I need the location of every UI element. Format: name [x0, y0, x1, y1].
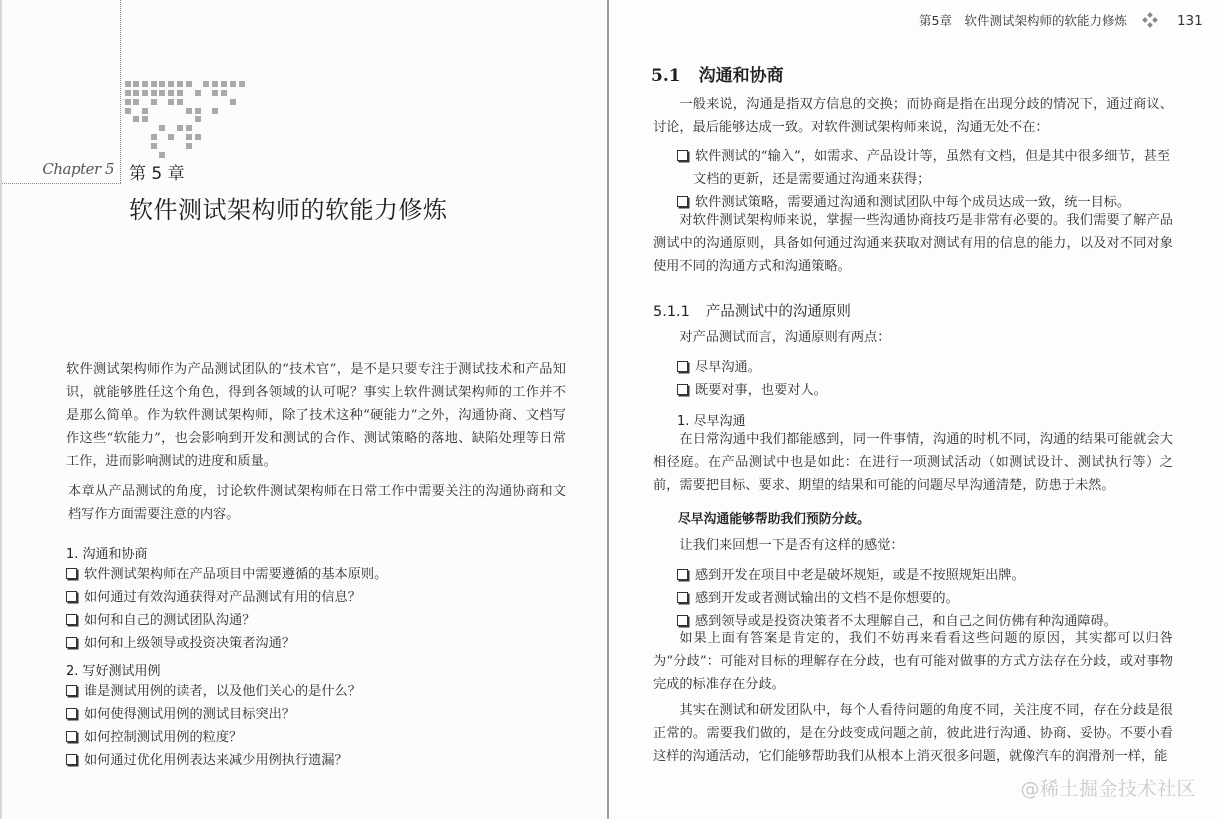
running-header-title: 第5章 软件测试架构师的软能力修炼 [919, 13, 1127, 28]
list-item-text: 感到开发在项目中老是破坏规矩，或是不按照规矩出牌。 [695, 568, 1025, 583]
paragraph-recall: 让我们来回想一下是否有这样的感觉： [679, 538, 904, 553]
pattern-square [159, 152, 165, 158]
list-item-text: 如何通过优化用例表达来减少用例执行遗漏？ [84, 753, 348, 768]
pattern-square [186, 108, 192, 114]
pattern-square [195, 134, 201, 140]
list-item-text: 如何和自己的测试团队沟通？ [84, 613, 256, 628]
list-item-text: 尽早沟通。 [695, 360, 761, 375]
checkbox-bullet-icon [66, 731, 77, 742]
pattern-square [133, 81, 139, 87]
pattern-square [230, 99, 236, 105]
pattern-square [159, 125, 165, 131]
list-item-text: 软件测试架构师在产品项目中需要遵循的基本原则。 [84, 567, 388, 582]
pattern-square [212, 90, 218, 96]
pattern-square [159, 81, 165, 87]
dotted-frame-vertical [120, 0, 121, 183]
pattern-square [125, 81, 131, 87]
checkbox-bullet-icon [66, 708, 77, 719]
heading-early-communication: 1. 尽早沟通 [677, 414, 746, 429]
list-item-text: 感到开发或者测试输出的文档不是你想要的。 [695, 591, 959, 606]
list-item [677, 145, 1173, 191]
pattern-square [168, 99, 174, 105]
paragraph-early-communication: 在日常沟通中我们都能感到，同一件事情，沟通的时机不同，沟通的结果可能就会大相径庭。在产品测试中也是如此：在进行一项测试活动（如测试设计、测试执行等）之前，需要把目标、要求、期望的结果和可能的问题尽早沟通清楚，防患于未然。 [653, 432, 1173, 493]
list-item [677, 356, 827, 379]
checkbox-bullet-icon [66, 568, 77, 579]
list-principles [677, 356, 827, 402]
checkbox-bullet-icon [66, 591, 77, 602]
pattern-square [239, 81, 245, 87]
checkbox-bullet-icon [677, 592, 688, 603]
list-feelings [677, 564, 1117, 633]
list-item [66, 680, 361, 703]
checkbox-bullet-icon [677, 150, 688, 161]
paragraph-team-communication: 其实在测试和研发团队中，每个人看待问题的角度不同，关注度不同，存在分歧是很正常的。需要我们做的，是在分歧变成问题之前，彼此进行沟通、协商、妥协。不要小看这样的沟通活动，它们能够帮助我们从根本上消灭很多问题，就像汽车的润滑剂一样，能 [653, 703, 1173, 764]
pattern-square [151, 81, 157, 87]
list-item-text: 如何和上级领导或投资决策者沟通？ [84, 636, 295, 651]
pattern-square [159, 90, 165, 96]
pattern-square [186, 125, 192, 131]
list-item [66, 632, 387, 655]
intro-paragraph-1-text: 软件测试架构师作为产品测试团队的“技术官”，是不是只要专注于测试技术和产品知识，就能够胜任这个角色，得到各领域的认可呢？事实上软件测试架构师的工作并不是那么简单。作为软件测试架构师，除了技术这种“硬能力”之外，沟通协商、文档写作这些“软能力”，也会影响到开发和测试的合作、测试策略的落地、缺陷处理等日常工作，进而影响测试的进度和质量。 [66, 362, 566, 469]
subsection-title: 产品测试中的沟通原则 [705, 304, 851, 320]
pattern-square [195, 116, 201, 122]
list-communication-everywhere [677, 145, 1173, 214]
paragraph-definition: 一般来说，沟通是指双方信息的交换；而协商是指在出现分歧的情况下，通过商议、讨论，最后能够达成一致。对软件测试架构师来说，沟通无处不在： [653, 97, 1173, 135]
pattern-square [177, 125, 183, 131]
paragraph-skills: 对软件测试架构师来说，掌握一些沟通协商技巧是非常有必要的。我们需要了解产品测试中的沟通原则，具备如何通过沟通来获取对测试有用的信息的能力，以及对不同对象使用不同的沟通方式和沟通策略。 [653, 213, 1173, 274]
pattern-square [177, 99, 183, 105]
pattern-square [186, 81, 192, 87]
diamond-ornament-icon [1143, 13, 1157, 27]
section-title: 沟通和协商 [698, 66, 784, 86]
chapter-script-label: Chapter 5 [42, 160, 114, 178]
intro-paragraph-2-text: 本章从产品测试的角度，讨论软件测试架构师在日常工作中需要关注的沟通协商和文档写作方面需要注意的内容。 [68, 484, 566, 522]
list-item-text: 谁是测试用例的读者，以及他们关心的是什么？ [84, 684, 361, 699]
list-item [66, 609, 387, 632]
pattern-square [142, 81, 148, 87]
pattern-square [151, 99, 157, 105]
list-item-text: 感到领导或是投资决策者不太理解自己，和自己之间仿佛有种沟通障碍。 [695, 614, 1117, 629]
pattern-square [221, 90, 227, 96]
list-item [66, 703, 361, 726]
pattern-square [186, 134, 192, 140]
pattern-square [195, 108, 201, 114]
list-item [66, 726, 361, 749]
section-heading [651, 61, 784, 86]
watermark: @稀土掘金技术社区 [1020, 778, 1196, 800]
chapter-number: 第 5 章 [129, 164, 185, 184]
chapter-title: 软件测试架构师的软能力修炼 [129, 196, 448, 224]
pattern-square [212, 108, 218, 114]
outline-list-test-cases [66, 680, 361, 772]
list-item [66, 563, 387, 586]
outline-list-communication [66, 563, 387, 655]
pattern-square [133, 90, 139, 96]
subsection-heading [653, 300, 851, 321]
pattern-square [142, 90, 148, 96]
checkbox-bullet-icon [66, 754, 77, 765]
section-number: 5.1 [651, 66, 681, 86]
checkbox-bullet-icon [66, 637, 77, 648]
pattern-square [125, 90, 131, 96]
outline-heading-test-cases: 2. 写好测试用例 [66, 664, 161, 679]
list-item [677, 379, 827, 402]
list-item [66, 586, 387, 609]
checkbox-bullet-icon [677, 615, 688, 626]
left-page [0, 0, 607, 819]
pattern-square [151, 134, 157, 140]
paragraph-disagreement: 如果上面有答案是肯定的，我们不妨再来看看这些问题的原因，其实都可以归咎为“分歧”：可能对目标的理解存在分歧，也有可能对做事的方式方法存在分歧，或对事物完成的标准存在分歧。 [653, 631, 1173, 692]
checkbox-bullet-icon [677, 384, 688, 395]
pattern-square [168, 134, 174, 140]
pattern-square [133, 116, 139, 122]
list-item-text: 如何控制测试用例的粒度？ [84, 730, 243, 745]
pattern-square [151, 143, 157, 149]
pattern-square [177, 90, 183, 96]
pattern-square [212, 81, 218, 87]
paragraph-principles-intro: 对产品测试而言，沟通原则有两点： [679, 330, 891, 345]
running-header [919, 11, 1203, 29]
pattern-square [168, 81, 174, 87]
pattern-square [221, 81, 227, 87]
intro-paragraph-1 [68, 358, 566, 473]
pattern-square [195, 90, 201, 96]
checkbox-bullet-icon [66, 685, 77, 696]
pattern-square [125, 108, 131, 114]
pattern-square [186, 143, 192, 149]
list-item-text: 软件测试策略，需要通过沟通和测试团队中每个成员达成一致，统一目标。 [695, 195, 1131, 210]
pattern-square [203, 81, 209, 87]
list-item-text: 如何使得测试用例的测试目标突出？ [84, 707, 295, 722]
right-page [609, 0, 1218, 819]
subsection-number: 5.1.1 [653, 304, 690, 320]
checkbox-bullet-icon [677, 196, 688, 207]
checkbox-bullet-icon [677, 569, 688, 580]
outline-heading-communication: 1. 沟通和协商 [66, 547, 148, 562]
list-item [677, 587, 1117, 610]
pattern-square [133, 99, 139, 105]
list-item [66, 749, 361, 772]
checkbox-bullet-icon [66, 614, 77, 625]
intro-paragraph-2 [68, 480, 566, 526]
pattern-square [151, 90, 157, 96]
page-number: 131 [1176, 13, 1203, 29]
list-item-text: 既要对事，也要对人。 [695, 383, 827, 398]
pattern-square [177, 81, 183, 87]
pattern-square [168, 90, 174, 96]
dotted-frame-horizontal [2, 183, 121, 184]
list-item-text: 软件测试的“输入”，如需求、产品设计等，虽然有文档，但是其中很多细节，甚至文档的更新，还是需要通过沟通来获得； [693, 149, 1171, 187]
list-item-text: 如何通过有效沟通获得对产品测试有用的信息？ [84, 590, 361, 605]
pattern-square [142, 116, 148, 122]
bold-statement: 尽早沟通能够帮助我们预防分歧。 [678, 512, 870, 527]
pattern-square [125, 99, 131, 105]
list-item [677, 564, 1117, 587]
checkbox-bullet-icon [677, 361, 688, 372]
pattern-square [142, 108, 148, 114]
pattern-square [230, 81, 236, 87]
